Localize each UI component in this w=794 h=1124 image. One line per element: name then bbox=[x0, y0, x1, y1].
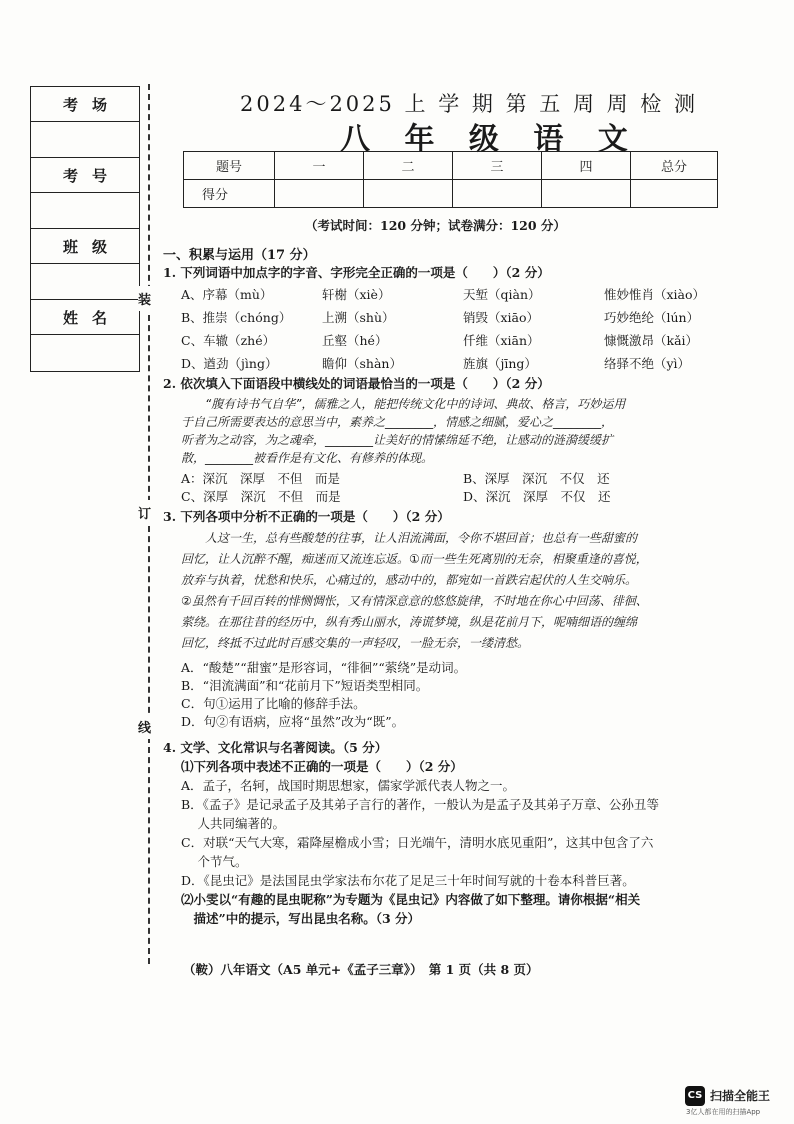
info-field-exam-number[interactable] bbox=[31, 193, 139, 229]
score-table bbox=[183, 151, 718, 208]
scanner-app-name: 扫描全能王 bbox=[710, 1089, 771, 1103]
q3-passage-line: 回忆，终抵不过此时百感交集的一声轻叹，一脸无奈，一缕清愁。 bbox=[181, 636, 530, 650]
q2-passage-line: “腹有诗书气自华”，儒雅之人，能把传统文化中的诗词、典故、格言，巧妙运用 bbox=[181, 397, 626, 411]
q4-option-c: C．对联“天气大寒，霜降屋檐成小雪；日光端午，清明水底见重阳”，这其中包含了六 bbox=[181, 835, 654, 850]
q3-passage-line: 萦绕。在那往昔的经历中，纵有秀山丽水，涛谎梦境，纵是花前月下，呢喃细语的缠绵 bbox=[181, 615, 638, 629]
q4-option-b: B．《孟子》是记录孟子及其弟子言行的著作，一般认为是孟子及其弟子万章、公孙丑等 bbox=[181, 797, 659, 812]
q4-option-a: A．孟子，名轲，战国时期思想家，儒家学派代表人物之一。 bbox=[181, 778, 516, 793]
q2-option-row bbox=[181, 488, 611, 506]
q1-option-a-word-4: 惟妙惟肖（xiào） bbox=[604, 287, 706, 302]
question-3-passage bbox=[181, 528, 648, 654]
info-field-name[interactable] bbox=[31, 335, 139, 371]
q2-option-b: B、深厚 深沉 不仅 还 bbox=[463, 471, 610, 486]
section-heading: 一、积累与运用（17 分） bbox=[163, 248, 316, 263]
q2-passage-line: 于自己所需要表达的意思当中，素养之________，情感之细腻，爱心之________， bbox=[181, 415, 614, 429]
q2-passage-line: 散，________被看作是有文化、有修养的体现。 bbox=[181, 451, 434, 465]
score-header-total: 总分 bbox=[631, 152, 718, 180]
q1-option-d-word-2: 瞻仰（shàn） bbox=[322, 356, 402, 371]
score-header-part-4: 四 bbox=[542, 152, 631, 180]
q1-option-c-word-2: 丘壑（hé） bbox=[322, 333, 388, 348]
score-cell-part-1[interactable] bbox=[275, 180, 364, 208]
q1-option-d-word-3: 旌旗（jīng） bbox=[463, 356, 537, 371]
scanner-app-tagline: 3亿人都在用的扫描App bbox=[686, 1108, 761, 1116]
question-3-options bbox=[181, 659, 466, 731]
q3-passage-line: ②虽然有千回百转的悱恻惆怅，又有情深意意的悠悠旋律，不时地在你心中回荡、徘徊、 bbox=[181, 594, 648, 608]
q4-sub2-stem-cont: 描述”中的提示，写出昆虫名称。（3 分） bbox=[181, 911, 420, 926]
question-4-stem: 4. 文学、文化常识与名著阅读。（5 分） bbox=[163, 740, 388, 755]
q1-option-c-word-1: C、车辙（zhé） bbox=[181, 333, 276, 348]
q1-option-a-word-3: 天堑（qiàn） bbox=[463, 287, 541, 302]
q2-passage-line: 听者为之动容，为之魂牵，________让美好的情愫绵延不绝，让感动的涟漪缓缓扩 bbox=[181, 433, 614, 447]
score-row-label: 得分 bbox=[184, 180, 275, 208]
info-field-class[interactable] bbox=[31, 264, 139, 300]
q1-option-b-word-1: B、推崇（chóng） bbox=[181, 310, 292, 325]
exam-title: 2024～2025 上 学 期 第 五 周 周 检 测 bbox=[240, 92, 698, 116]
question-2-options bbox=[181, 470, 611, 506]
q1-option-b-word-2: 上溯（shù） bbox=[322, 310, 395, 325]
score-cell-total[interactable] bbox=[631, 180, 718, 208]
q1-option-row-c bbox=[181, 329, 745, 352]
q4-option-c-cont: 个节气。 bbox=[181, 854, 248, 869]
score-header-part-2: 二 bbox=[364, 152, 453, 180]
question-2-stem: 2. 依次填入下面语段中横线处的词语最恰当的一项是（ ）（2 分） bbox=[163, 376, 550, 391]
binding-mark-ding: 订 bbox=[138, 500, 151, 525]
q1-option-c-word-4: 慷慨激昂（kǎi） bbox=[604, 333, 699, 348]
info-label-class: 班级 bbox=[31, 229, 139, 264]
q2-option-c: C、深厚 深沉 不但 而是 bbox=[181, 489, 341, 504]
q1-option-d-word-1: D、遒劲（jìng） bbox=[181, 356, 278, 371]
question-4-part-1 bbox=[181, 757, 659, 928]
q2-option-a: A：深沉 深厚 不但 而是 bbox=[181, 471, 341, 486]
q3-passage-line: 回忆，让人沉醉不醒，痴迷而又流连忘返。①而一些生死离别的无奈，相聚重逢的喜悦， bbox=[181, 552, 648, 566]
q1-option-row-b bbox=[181, 306, 745, 329]
q2-option-d: D、深沉 深厚 不仅 还 bbox=[463, 489, 611, 504]
binding-mark-xian: 线 bbox=[138, 714, 151, 739]
question-3-stem: 3. 下列各项中分析不正确的一项是（ ）（2 分） bbox=[163, 509, 450, 524]
score-header-part-3: 三 bbox=[453, 152, 542, 180]
question-2-passage bbox=[181, 395, 625, 467]
q3-passage-line: 人这一生，总有些酸楚的往事，让人泪流满面，令你不堪回首；也总有一些甜蜜的 bbox=[181, 531, 638, 545]
score-cell-part-2[interactable] bbox=[364, 180, 453, 208]
q4-sub2-stem: ⑵小雯以“有趣的昆虫昵称”为专题为《昆虫记》内容做了如下整理。请你根据“相关 bbox=[181, 892, 641, 907]
score-header-part-1: 一 bbox=[275, 152, 364, 180]
score-cell-part-3[interactable] bbox=[453, 180, 542, 208]
q1-option-c-word-3: 仟维（xiān） bbox=[463, 333, 540, 348]
binding-mark-zhuang: 装 bbox=[138, 286, 151, 311]
exam-info: （考试时间：120 分钟；试卷满分：120 分） bbox=[305, 218, 566, 233]
q1-option-row-a bbox=[181, 283, 745, 306]
q1-option-a-word-2: 轩榭（xiè） bbox=[322, 287, 391, 302]
page-footer: （鞍）八年语文（A5 单元+《孟子三章》） 第 1 页（共 8 页） bbox=[183, 962, 539, 977]
q2-option-row bbox=[181, 470, 611, 488]
q4-option-d: D．《昆虫记》是法国昆虫学家法布尔花了足足三十年时间写就的十卷本科普巨著。 bbox=[181, 873, 635, 888]
q3-option-b: B．“泪流满面”和“花前月下”短语类型相同。 bbox=[181, 678, 429, 693]
info-label-exam-number: 考号 bbox=[31, 158, 139, 193]
student-info-table bbox=[30, 86, 140, 372]
info-label-exam-room: 考场 bbox=[31, 87, 139, 122]
score-header-label: 题号 bbox=[184, 152, 275, 180]
scanner-logo-icon: CS bbox=[685, 1086, 705, 1106]
q1-option-a-word-1: A、序幕（mù） bbox=[181, 287, 273, 302]
q4-sub1-stem: ⑴下列各项中表述不正确的一项是（ ）（2 分） bbox=[181, 759, 463, 774]
q1-option-row-d bbox=[181, 352, 745, 375]
subject-title: 八 年 级 语 文 bbox=[340, 122, 640, 157]
info-field-exam-room[interactable] bbox=[31, 122, 139, 158]
score-cell-part-4[interactable] bbox=[542, 180, 631, 208]
q4-option-b-cont: 人共同编著的。 bbox=[181, 816, 285, 831]
q1-option-b-word-3: 销毁（xiāo） bbox=[463, 310, 540, 325]
q3-option-d: D．句②有语病，应将“虽然”改为“既”。 bbox=[181, 714, 405, 729]
q3-option-c: C．句①运用了比喻的修辞手法。 bbox=[181, 696, 366, 711]
score-table-score-row bbox=[184, 180, 718, 208]
q1-option-d-word-4: 络驿不绝（yì） bbox=[604, 356, 691, 371]
q3-option-a: A．“酸楚”“甜蜜”是形容词，“徘徊”“萦绕”是动词。 bbox=[181, 660, 467, 675]
score-table-header-row bbox=[184, 152, 718, 180]
question-1-options bbox=[181, 283, 745, 375]
q3-passage-line: 放弃与执着，忧愁和快乐，心痛过的，感动中的，都宛如一首跌宕起伏的人生交响乐。 bbox=[181, 573, 638, 587]
question-1-stem: 1. 下列词语中加点字的字音、字形完全正确的一项是（ ）（2 分） bbox=[163, 265, 550, 280]
q1-option-b-word-4: 巧妙绝纶（lún） bbox=[604, 310, 700, 325]
info-label-name: 姓名 bbox=[31, 300, 139, 335]
